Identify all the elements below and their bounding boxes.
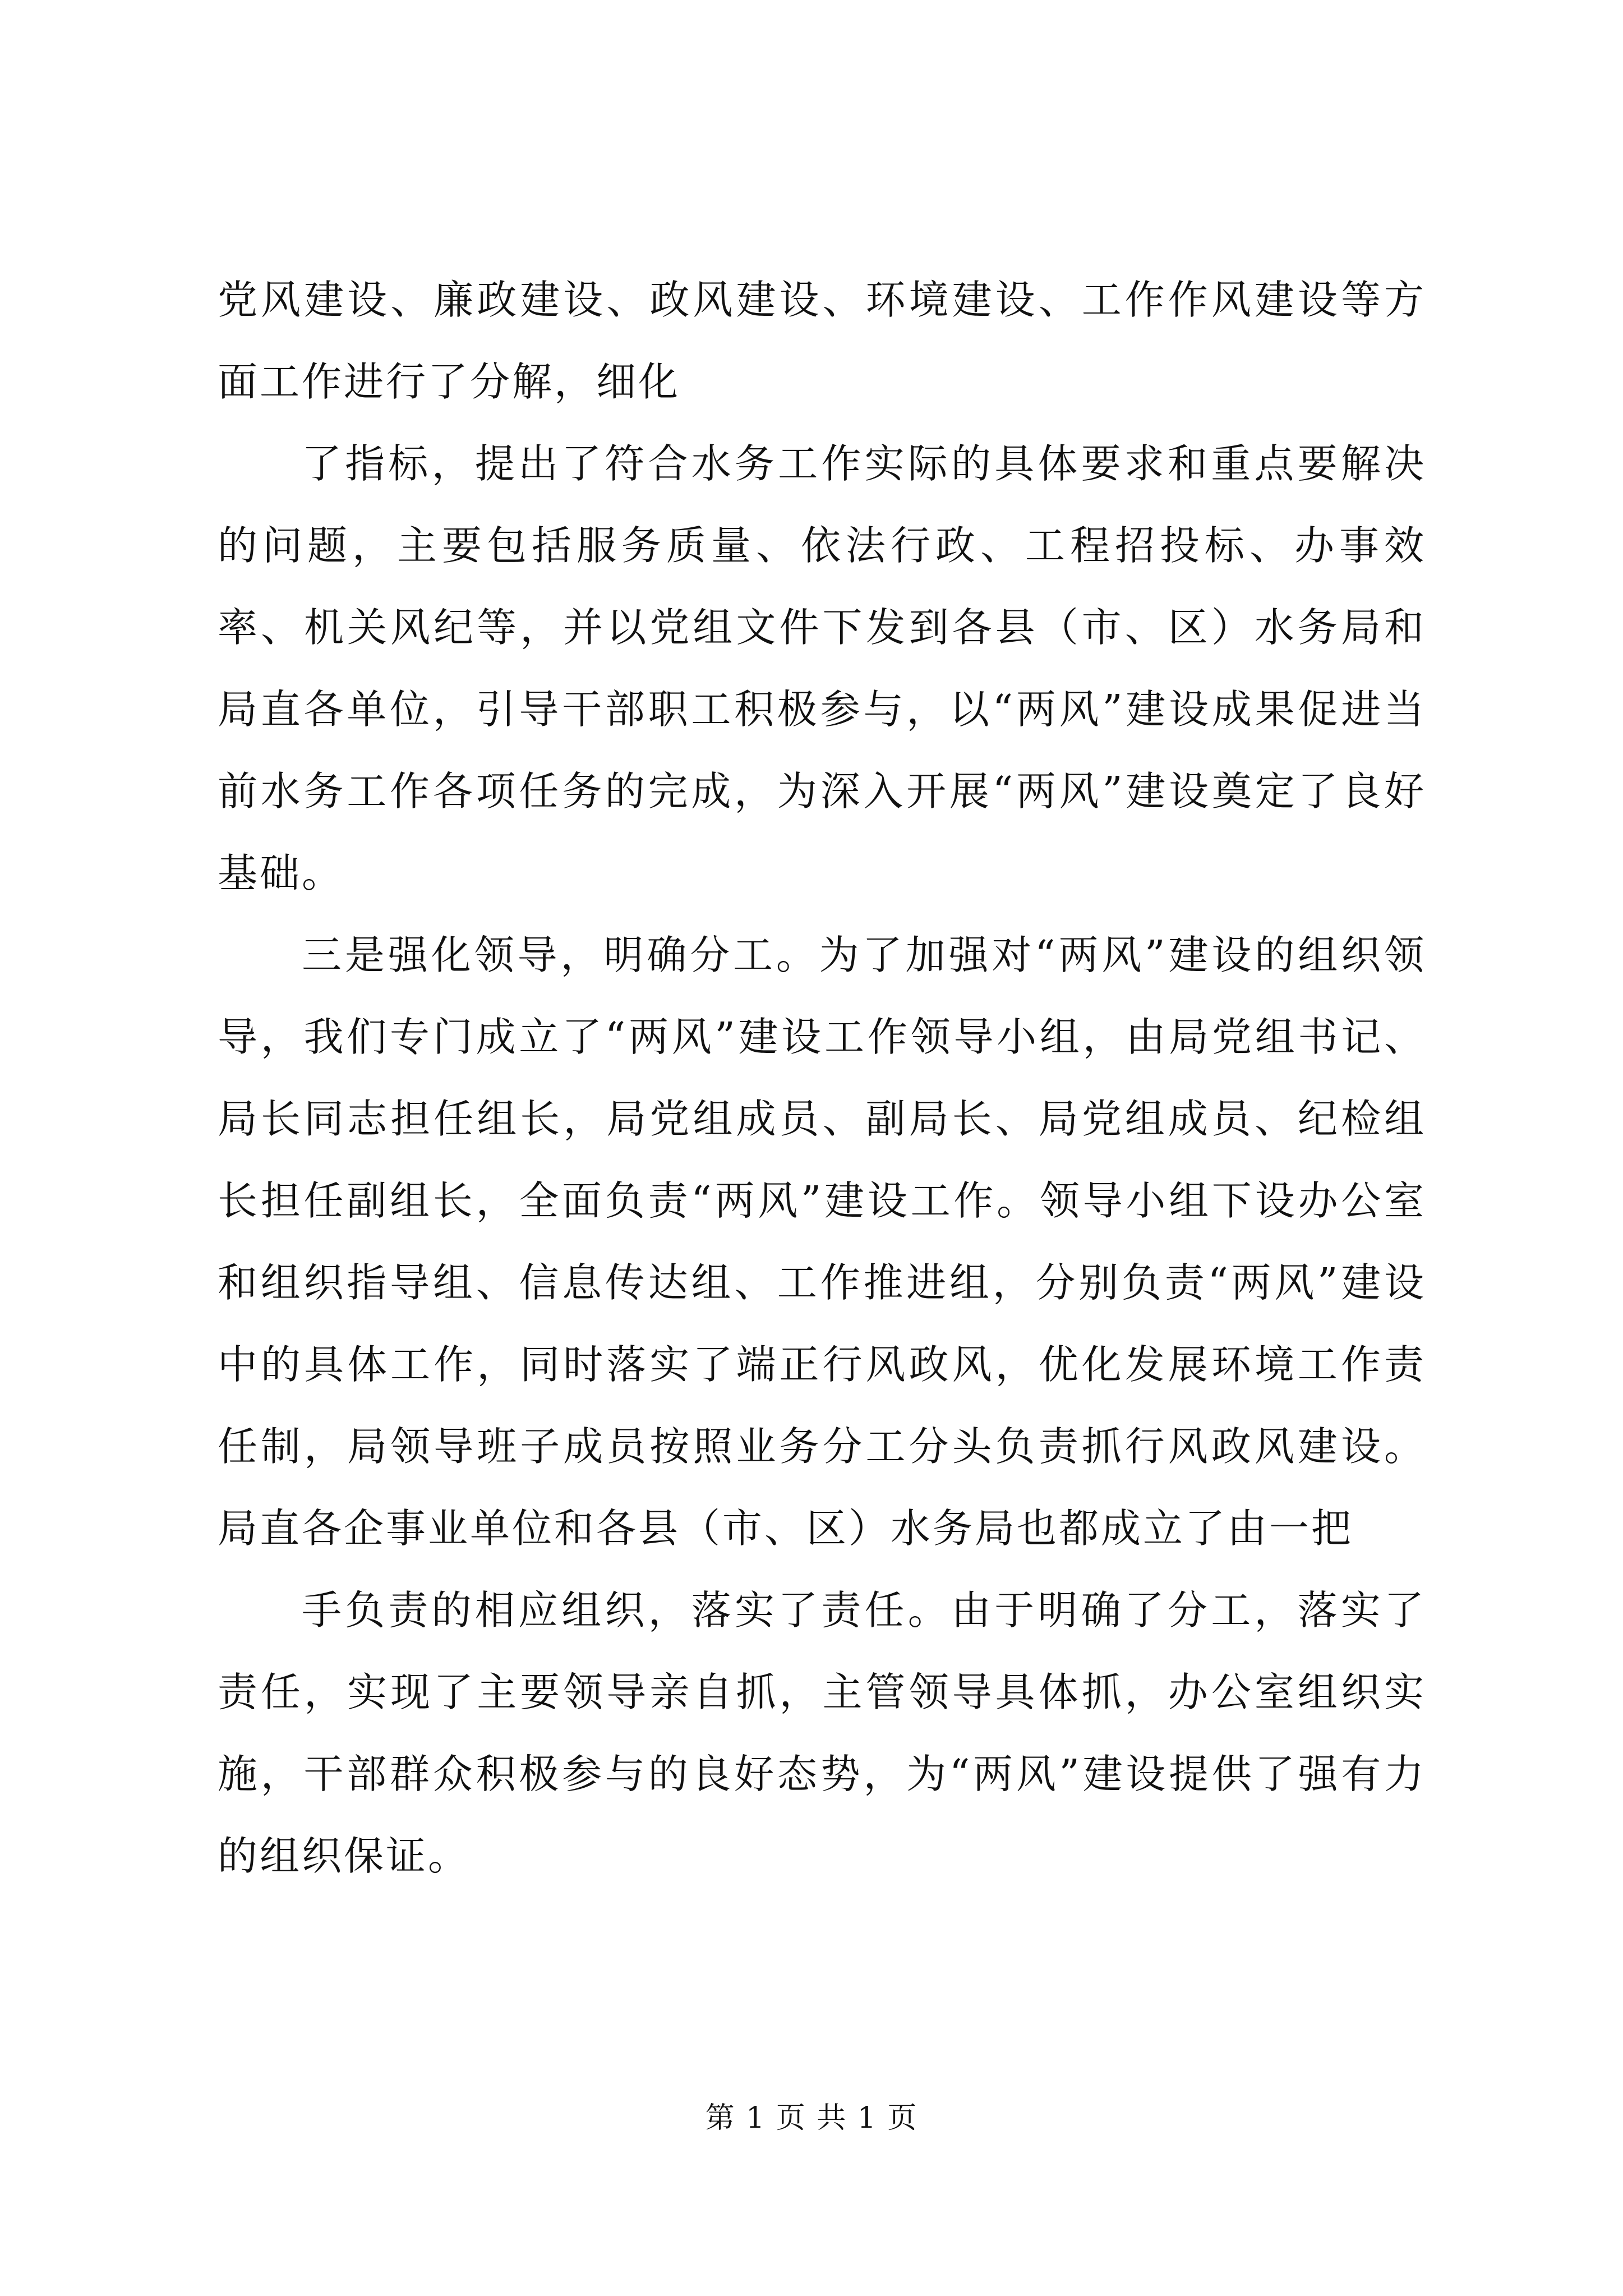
paragraph-3: 三是强化领导，明确分工。为了加强对“两风”建设的组织领导，我们专门成立了“两风”建设工作领导小组，由局党组书记、局长同志担任组长，局党组成员、副局长、局党组成员、纪检组长担任副组长，全面负责“两风”建设工作。领导小组下设办公室和组织指导组、信息传达组、工作推进组，分别负责“两风”建设中的具体工作，同时落实了端正行风政风，优化发展环境工作责任制，局领导班子成员按照业务分工分头负责抓行风政风建设。局直各企事业单位和各县（市、区）水务局也都成立了由一把	[218, 932, 1426, 1552]
paragraph-2: 了指标，提出了符合水务工作实际的具体要求和重点要解决的问题，主要包括服务质量、依法行政、工程招投标、办事效率、机关风纪等，并以党组文件下发到各县（市、区）水务局和局直各单位，引导干部职工积极参与，以“两风”建设成果促进当前水务工作各项任务的完成，为深入开展“两风”建设奠定了良好基础。	[218, 440, 1426, 896]
paragraph-1: 党风建设、廉政建设、政风建设、环境建设、工作作风建设等方面工作进行了分解，细化	[218, 277, 1426, 405]
paragraph-4: 手负责的相应组织，落实了责任。由于明确了分工，落实了责任，实现了主要领导亲自抓，主管领导具体抓，办公室组织实施，干部群众积极参与的良好态势，为“两风”建设提供了强有力的组织保证。	[218, 1587, 1426, 1879]
page-footer: 第 1 页 共 1 页	[705, 2101, 918, 2135]
document-body	[218, 259, 1426, 1897]
